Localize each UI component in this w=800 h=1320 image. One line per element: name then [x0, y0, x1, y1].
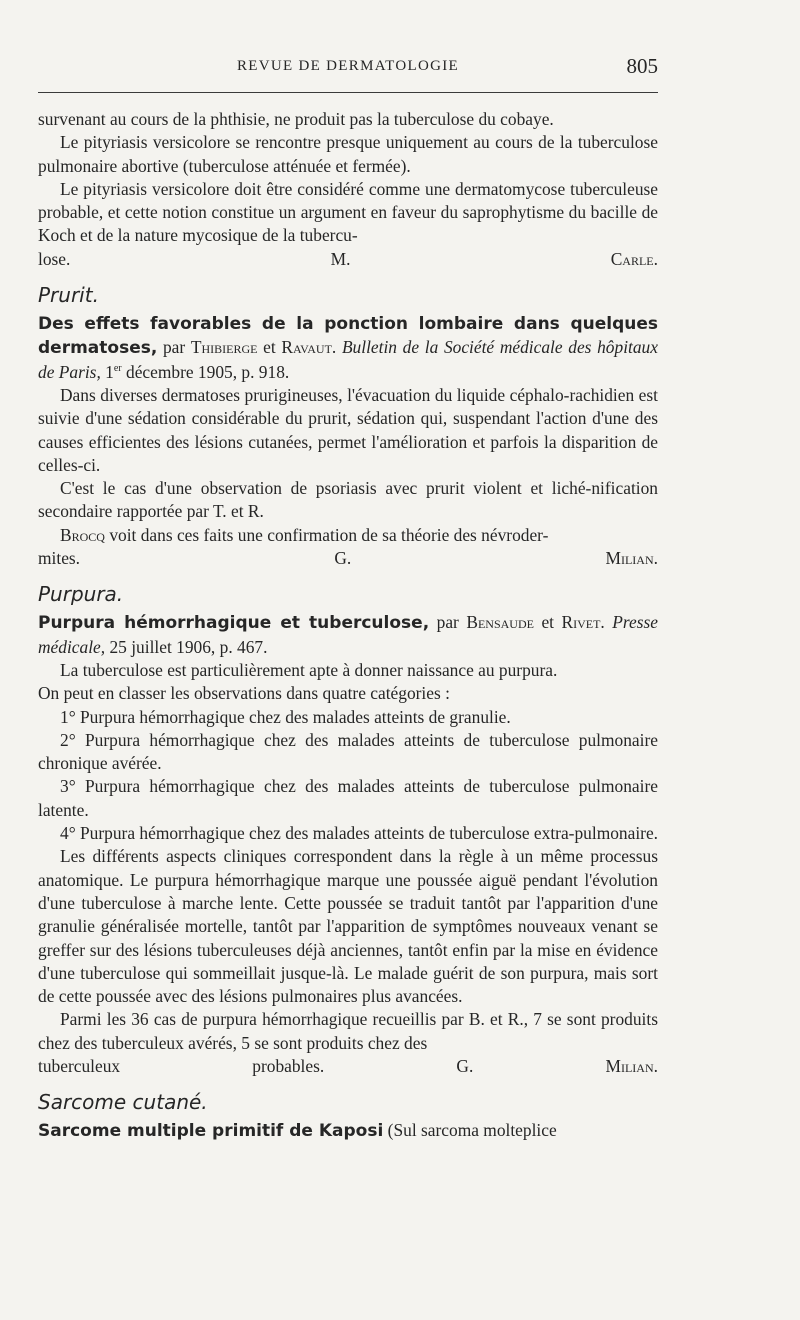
paragraph: Le pityriasis versicolore se rencontre presque uniquement au cours de la tuberculose pulmonaire abortive (tuberculose atténuée et fermée). [38, 132, 658, 176]
page-number: 805 [626, 54, 658, 78]
citation-and: et [263, 337, 276, 358]
citation-date: décembre 1905, p. 918. [126, 361, 290, 382]
paragraph: On peut en classer les observations dans quatre catégories : [38, 683, 450, 704]
list-item: 2° Purpura hémorrhagique chez des malades atteints de tuberculose pulmonaire chronique avérée. [38, 729, 658, 774]
carry-over-line: survenant au cours de la phthisie, ne produit pas la tuberculose du cobaye. [38, 109, 554, 129]
citation-by: par [162, 337, 186, 358]
signature-line [38, 547, 658, 570]
paragraph-text: voit dans ces faits une confirmation de sa théorie des névroder- [109, 524, 549, 545]
author-name: Thibierge [190, 337, 258, 358]
citation-date-sup: er [113, 362, 122, 374]
header-rule [38, 92, 658, 93]
section-heading-purpura: Purpura. [38, 582, 124, 607]
article-title: Des effets favorables de la ponction lombaire dans quelques dermatoses, [38, 314, 658, 359]
citation-date-day: 1 [105, 361, 114, 382]
paragraph: Le pityriasis versicolore doit être considéré comme une dermatomycose tuberculeuse probable, et cette notion constitue un argument en faveur du saprophytisme du bacille de Koch et de la nature mycosique de la tubercu- [38, 178, 658, 246]
signature-line [38, 1055, 658, 1078]
author-name: Brocq [60, 524, 105, 545]
citation-date: 25 juillet 1906, p. 467. [109, 636, 268, 657]
list-item: 3° Purpura hémorrhagique chez des malades atteints de tuberculose pulmonaire latente. [38, 776, 658, 820]
journal-name: Presse médicale, [38, 612, 658, 657]
paragraph: Les différents aspects cliniques correspondent dans la règle à un même processus anatomique. Le purpura hémorrhagique marque une poussée aiguë pendant l'évolution d'une tuberculose à marche lente. Cette poussée se traduit tantôt par l'apparition d'une granulie généralisée mortelle, tantôt par l'apparition de symptômes nouveaux venant se greffer sur des lésions tuberculeuses déjà anciennes, tantôt enfin par la mise en évidence d'une tuberculose qui sommeillait jusque-là. Le malade guérit de son purpura, mais sort de cette poussée avec des lésions pulmonaires plus avancées. [38, 846, 658, 1007]
article-title: Purpura hémorrhagique et tuberculose, [38, 613, 430, 634]
article-title: Sarcome multiple primitif de Kaposi [38, 1121, 384, 1142]
paragraph: La tuberculose est particulièrement apte à donner naissance au purpura. [60, 659, 558, 680]
section-heading-sarcome: Sarcome cutané. [38, 1090, 208, 1115]
author-name: Bensaude [466, 612, 534, 633]
article-citation [38, 312, 658, 384]
citation-by: par [436, 612, 459, 633]
list-item: 1° Purpura hémorrhagique chez des malades atteints de granulie. [60, 706, 511, 727]
paragraph-end: mites. [38, 548, 81, 569]
author-name: Ravaut. [281, 337, 337, 358]
citation-and: et [541, 612, 554, 633]
citation-rest: (Sul sarcoma molteplice [387, 1120, 557, 1141]
paragraph: Parmi les 36 cas de purpura hémorrhagique recueillis par B. et R., 7 se sont produits chez des tuberculeux avérés, 5 se sont produits chez des [38, 1009, 658, 1053]
paragraph [38, 524, 658, 547]
running-head [38, 54, 658, 84]
author-name: Rivet. [561, 612, 605, 633]
list-item: 4° Purpura hémorrhagique chez des malades atteints de tuberculose extra-pulmonaire. [60, 823, 659, 844]
journal-name: Bulletin de la Société médicale des hôpitaux de Paris, [38, 337, 658, 382]
running-title: REVUE DE DERMATOLOGIE [236, 58, 459, 74]
section-heading-prurit: Prurit. [38, 283, 99, 308]
paragraph-end: tuberculeux probables. [38, 1055, 325, 1076]
paragraph: Dans diverses dermatoses prurigineuses, l'évacuation du liquide céphalo-rachidien est suivie d'une sédation considérable du prurit, sédation qui, suspendant l'action d'une des causes efficientes des lésions cutanées, permet l'amélioration et parfois la disparition de celles-ci. [38, 384, 658, 475]
signature: M. Carle. [330, 248, 658, 269]
signature: G. Milian. [456, 1055, 658, 1076]
signature-line [38, 248, 658, 271]
paragraph-end: lose. [38, 248, 71, 269]
article-citation [38, 611, 658, 659]
body-text [38, 108, 658, 1144]
paragraph: C'est le cas d'une observation de psoriasis avec prurit violent et liché-nification secondaire rapportée par T. et R. [38, 478, 658, 522]
article-citation [38, 1119, 658, 1143]
signature: G. Milian. [334, 548, 658, 569]
